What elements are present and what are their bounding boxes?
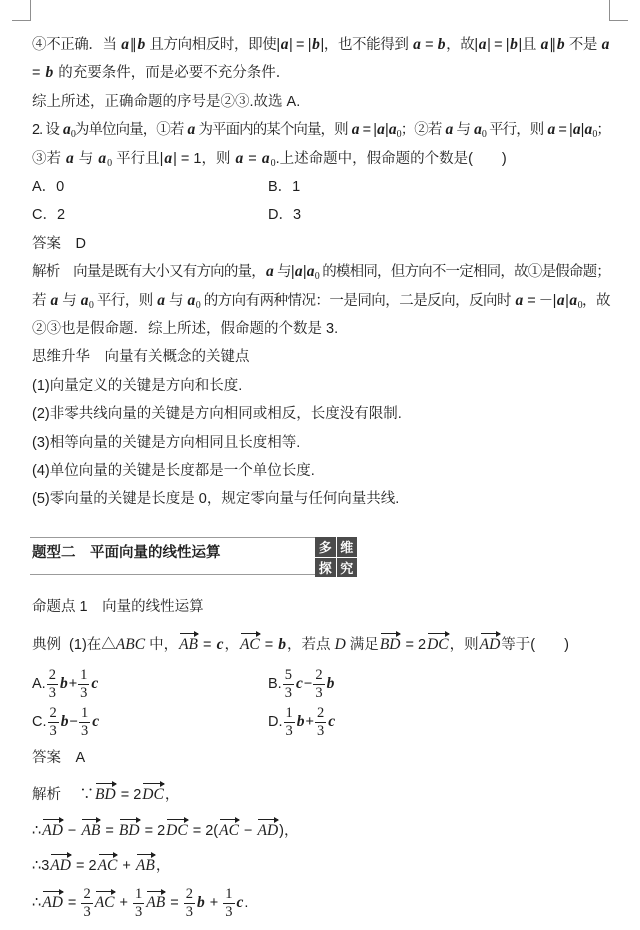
solution-text-line: [32, 59, 610, 87]
example-question-line: [32, 625, 610, 665]
text-run: |且: [518, 37, 540, 53]
fraction-denominator: 3: [80, 722, 89, 739]
section-title: 题型二 平面向量的线性运算: [32, 545, 221, 561]
bold-vector-symbol: a: [388, 121, 396, 139]
summary-heading: [32, 343, 610, 371]
text-run: ，则: [449, 637, 479, 653]
text-run: 等于( ): [501, 637, 569, 653]
text-run: 为平面内的某个向量，则: [195, 122, 351, 139]
badge-char: 多: [315, 537, 336, 557]
text-run: D.: [268, 714, 283, 730]
choice-option: [32, 664, 99, 704]
bold-vector-symbol: a: [584, 121, 592, 139]
text-run: |: [384, 122, 388, 139]
analysis-line: [32, 258, 610, 286]
text-run: 与: [453, 122, 474, 139]
fraction-denominator: 3: [284, 684, 292, 701]
text-run: ；: [596, 122, 610, 139]
bold-vector-symbol: c: [236, 894, 244, 911]
analysis-line: [32, 287, 610, 315]
choice-option: [32, 201, 65, 229]
bold-vector-symbol: a: [601, 36, 610, 53]
text-run: B．1: [268, 179, 301, 195]
fraction: [284, 706, 295, 739]
text-run: D．3: [268, 207, 302, 224]
text-run: 与|: [273, 264, 294, 281]
text-run: =: [260, 637, 278, 653]
bold-vector-symbol: a: [445, 121, 453, 139]
subscript: 0: [88, 299, 94, 311]
summary-item: [32, 485, 610, 513]
bold-vector-symbol: a: [280, 36, 289, 53]
fraction: [313, 668, 324, 701]
choice-option: [268, 664, 335, 704]
bold-vector-symbol: b: [278, 636, 287, 653]
fraction-numerator: 1: [80, 666, 88, 683]
subscript: 0: [577, 299, 583, 311]
text-run: 为单位向量，①若: [74, 122, 187, 139]
bold-vector-symbol: b: [197, 894, 205, 911]
multi-dimension-explore-badge: [315, 537, 357, 577]
vector-with-arrow: AB: [178, 631, 199, 652]
bold-vector-symbol: a: [478, 36, 487, 53]
text-run: = －|: [523, 292, 556, 309]
fraction-numerator: 5: [284, 666, 292, 683]
fraction: [78, 668, 89, 701]
analysis-line: [32, 775, 610, 815]
bold-vector-symbol: a: [306, 263, 314, 281]
text-run: +: [305, 714, 314, 730]
analysis-line: [32, 811, 610, 851]
bold-vector-symbol: b: [556, 36, 565, 53]
text-run: +: [205, 895, 223, 911]
fraction: [223, 887, 234, 920]
text-run: (1)向量定义的关键是方向和长度.: [32, 377, 243, 394]
text-run: −: [63, 823, 81, 839]
fraction-denominator: 3: [225, 903, 233, 920]
fraction-denominator: 3: [316, 722, 325, 739]
text-run: |: [302, 264, 306, 281]
text-run: 中，: [145, 637, 179, 653]
text-run: | = 1，则: [173, 150, 235, 167]
subscript: 0: [107, 157, 113, 169]
choice-option: [268, 173, 300, 201]
italic-variable: D: [334, 636, 346, 653]
bold-vector-symbol: a: [235, 149, 244, 167]
text-run: 解析 向量是既有大小又有方向的量，: [32, 264, 265, 281]
fraction-denominator: 3: [285, 722, 293, 739]
fraction-numerator: 1: [285, 704, 293, 721]
fraction-numerator: 1: [225, 885, 233, 902]
section-header: [30, 537, 315, 575]
italic-variable: ABC: [115, 636, 146, 653]
vector-with-arrow: AD: [479, 631, 502, 652]
bold-vector-symbol: a: [413, 36, 421, 53]
text-run: ∴: [32, 895, 42, 911]
vector-with-arrow: AC: [94, 889, 116, 910]
badge-char: 维: [337, 537, 358, 557]
text-run: =: [244, 150, 261, 167]
bold-vector-symbol: a: [157, 291, 165, 309]
vector-with-arrow: AD: [41, 889, 64, 910]
answer-line: [32, 230, 610, 258]
question-2-stem-line: [32, 116, 610, 144]
fraction: [283, 668, 294, 701]
analysis-line: [32, 846, 610, 886]
text-run: = 2: [140, 823, 166, 839]
text-run: 综上所述，正确命题的序号是②③.故选 A.: [32, 93, 301, 110]
subtopic-heading: [32, 587, 610, 627]
bold-vector-symbol: a: [377, 121, 384, 139]
badge-char: 究: [337, 558, 358, 578]
fraction-numerator: 2: [48, 666, 56, 683]
vector-with-arrow: AB: [80, 817, 101, 838]
bold-vector-symbol: b: [510, 36, 518, 53]
fraction: [79, 706, 90, 739]
text-run: C.: [32, 714, 47, 730]
choice-row: [32, 664, 610, 704]
fraction-denominator: 3: [185, 903, 193, 920]
summary-item: [32, 429, 610, 457]
vector-with-arrow: AC: [97, 852, 119, 873]
text-run: (2)非零共线向量的关键是方向相同或相反，长度没有限制.: [32, 406, 402, 423]
bold-vector-symbol: a: [98, 149, 107, 167]
text-run: 的模相同，但方向不一定相同，故①是假命题；: [318, 264, 610, 281]
bold-vector-symbol: a: [66, 149, 74, 167]
text-run: ∴3: [32, 858, 50, 874]
text-run: = |: [359, 122, 377, 139]
bold-vector-symbol: b: [326, 675, 335, 692]
badge-char: 探: [315, 558, 336, 578]
fraction-denominator: 3: [135, 903, 143, 920]
subscript: 0: [396, 129, 401, 141]
fraction-denominator: 3: [48, 684, 56, 701]
text-run: ∥: [129, 37, 137, 53]
text-run: A.: [32, 676, 46, 692]
bold-vector-symbol: a: [515, 291, 523, 309]
bold-vector-symbol: a: [351, 121, 359, 139]
text-run: = |: [555, 122, 572, 139]
choice-option: [32, 702, 100, 742]
text-run: 典例 (1)在△: [32, 637, 116, 653]
text-run: =: [32, 65, 45, 82]
subscript: 0: [314, 271, 319, 283]
text-run: A．0: [32, 179, 65, 195]
bold-vector-symbol: a: [547, 121, 555, 139]
vector-with-arrow: AC: [218, 817, 240, 838]
text-run: |: [565, 292, 569, 309]
conclusion-line: [32, 88, 610, 116]
text-run: 与: [165, 292, 187, 309]
fraction-numerator: 2: [83, 885, 91, 902]
bold-vector-symbol: a: [474, 121, 481, 139]
bold-vector-symbol: a: [187, 291, 195, 309]
analysis-line: [32, 883, 610, 923]
fraction-numerator: 2: [49, 704, 57, 721]
text-run: +: [115, 895, 133, 911]
answer-line: [32, 738, 610, 778]
fraction: [48, 706, 59, 739]
subscript: 0: [481, 129, 487, 141]
subscript: 0: [195, 299, 201, 311]
solution-text-line: [32, 31, 610, 59]
text-run: 平行，则: [93, 292, 157, 309]
bold-vector-symbol: a: [164, 149, 173, 167]
bold-vector-symbol: a: [540, 36, 548, 53]
text-run: 平行，则: [486, 122, 547, 139]
text-run: −: [303, 676, 313, 692]
text-run: ∥: [548, 37, 556, 53]
bold-vector-symbol: b: [437, 36, 446, 53]
fraction-denominator: 3: [49, 722, 57, 739]
text-run: C．2: [32, 207, 66, 224]
bold-vector-symbol: a: [556, 291, 565, 309]
fraction: [184, 887, 195, 920]
vector-with-arrow: BD: [118, 817, 141, 838]
fraction-numerator: 2: [185, 885, 193, 902]
bold-vector-symbol: a: [121, 36, 129, 53]
text-run: | = |: [487, 37, 510, 53]
text-run: ④不正确．当: [32, 37, 121, 53]
text-run: =: [63, 895, 81, 911]
text-run: 若: [32, 292, 50, 309]
text-run: +: [68, 676, 78, 692]
text-run: ，: [224, 637, 239, 653]
choice-option: [268, 702, 336, 742]
summary-item: [32, 457, 610, 485]
fraction-denominator: 3: [315, 684, 323, 701]
text-run: −: [239, 823, 257, 839]
text-run: 与: [58, 292, 80, 309]
text-run: ，故|: [446, 37, 478, 53]
text-run: 且方向相反时，即使|: [145, 37, 280, 53]
fraction-denominator: 3: [83, 903, 91, 920]
text-run: =: [199, 637, 216, 653]
fraction-numerator: 1: [80, 704, 89, 721]
text-run: B.: [268, 676, 282, 692]
vector-with-arrow: BD: [94, 781, 117, 802]
text-run: ，若点: [287, 637, 335, 653]
text-run: (3)相等向量的关键是方向相同且长度相等.: [32, 434, 301, 451]
text-run: = 2: [401, 637, 427, 653]
bold-vector-symbol: c: [216, 636, 224, 653]
summary-item: [32, 400, 610, 428]
fraction-numerator: 1: [135, 885, 143, 902]
text-run: −: [69, 714, 78, 730]
fraction: [315, 706, 326, 739]
text-run: .上述命题中，假命题的个数是( ): [275, 150, 507, 167]
text-run: 平行且|: [112, 150, 164, 167]
fraction-numerator: 2: [316, 704, 325, 721]
choice-row: [32, 702, 610, 742]
analysis-line: [32, 315, 610, 343]
bold-vector-symbol: a: [187, 121, 195, 139]
choice-row: [32, 201, 610, 229]
fraction: [133, 887, 144, 920]
text-run: 2. 设: [32, 122, 62, 139]
subscript: 0: [70, 129, 75, 141]
text-run: 解析 ∵: [32, 787, 95, 803]
bold-vector-symbol: b: [45, 64, 54, 82]
bold-vector-symbol: c: [92, 713, 100, 730]
text-run: ②③也是假命题．综上所述，假命题的个数是 3.: [32, 321, 339, 337]
question-2-stem-line: [32, 145, 610, 173]
fraction: [47, 668, 58, 701]
bold-vector-symbol: a: [80, 291, 88, 309]
text-run: (4)单位向量的关键是长度都是一个单位长度.: [32, 463, 315, 479]
vector-with-arrow: BD: [379, 631, 402, 652]
text-run: =: [421, 37, 437, 53]
vector-with-arrow: AD: [256, 817, 279, 838]
text-run: =: [101, 823, 118, 839]
vector-with-arrow: AD: [49, 852, 72, 873]
text-run: = 2(: [188, 823, 219, 839]
vector-with-arrow: AC: [239, 631, 261, 652]
text-run: ；②若: [400, 122, 445, 139]
text-run: |，也不能得到: [320, 37, 413, 53]
bold-vector-symbol: a: [261, 149, 270, 167]
bold-vector-symbol: b: [312, 36, 320, 53]
vector-with-arrow: AB: [135, 852, 156, 873]
vector-with-arrow: AD: [41, 817, 64, 838]
fraction-denominator: 3: [80, 684, 88, 701]
bold-vector-symbol: a: [569, 291, 577, 309]
text-run: ③若: [32, 150, 66, 167]
text-run: (5)零向量的关键是长度是 0，规定零向量与任何向量共线.: [32, 491, 400, 508]
vector-with-arrow: DC: [141, 781, 165, 802]
subscript: 0: [592, 129, 597, 141]
text-run: +: [118, 858, 135, 874]
text-run: 的充要条件，而是必要不充分条件．: [54, 65, 291, 82]
bold-vector-symbol: a: [62, 121, 70, 139]
text-run: ，故: [582, 292, 610, 309]
summary-item: [32, 372, 610, 400]
text-run: ，: [164, 787, 180, 803]
text-run: = 2: [71, 858, 97, 874]
text-run: )，: [279, 823, 299, 839]
text-run: 思维升华 向量有关概念的关键点: [32, 349, 250, 366]
bold-vector-symbol: c: [328, 713, 336, 730]
vector-with-arrow: AB: [145, 889, 166, 910]
text-run: | = |: [289, 37, 312, 53]
choice-row: [32, 173, 610, 201]
bold-vector-symbol: a: [294, 263, 302, 281]
bold-vector-symbol: b: [137, 36, 145, 53]
vector-with-arrow: DC: [165, 817, 189, 838]
fraction: [81, 887, 92, 920]
fraction-numerator: 2: [315, 666, 323, 683]
bold-vector-symbol: a: [572, 121, 580, 139]
choice-option: [32, 173, 64, 201]
subscript: 0: [270, 157, 276, 169]
text-run: =: [166, 895, 183, 911]
text-run: 与: [74, 150, 98, 167]
text-run: 不是: [565, 37, 601, 53]
bold-vector-symbol: b: [59, 675, 68, 692]
vector-with-arrow: DC: [426, 631, 450, 652]
text-run: 命题点 1 向量的线性运算: [32, 599, 204, 615]
text-run: = 2: [116, 787, 142, 803]
bold-vector-symbol: b: [296, 713, 305, 730]
bold-vector-symbol: c: [91, 675, 99, 692]
text-run: .: [244, 895, 249, 911]
choice-option: [268, 201, 301, 229]
text-run: 答案 D: [32, 235, 86, 252]
text-run: 满足: [345, 637, 379, 653]
bold-vector-symbol: a: [50, 291, 58, 309]
text-run: 的方向有两种情况：一是同向，二是反向，反向时: [200, 292, 515, 309]
text-run: 答案 A: [32, 750, 86, 766]
bold-vector-symbol: a: [265, 263, 273, 281]
text-run: ，: [155, 858, 171, 874]
text-run: |: [580, 122, 584, 139]
text-run: ∴: [32, 823, 42, 839]
bold-vector-symbol: b: [60, 713, 69, 730]
bold-vector-symbol: c: [295, 675, 303, 692]
